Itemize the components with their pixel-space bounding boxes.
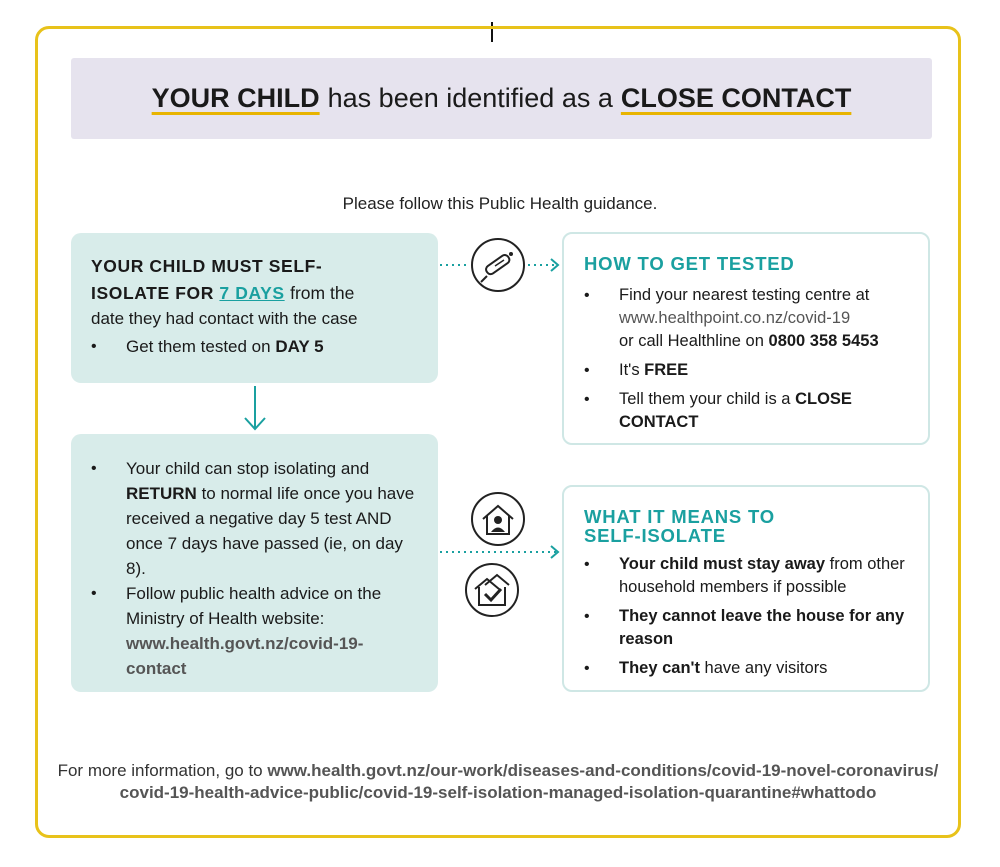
meaning-heading-line2: SELF-ISOLATE [584, 525, 726, 546]
testing-centre-text: Find your nearest testing centre at [619, 286, 870, 304]
title-your-child: YOUR CHILD [151, 83, 320, 113]
house-person-icon [471, 492, 525, 546]
title-close-contact: CLOSE CONTACT [620, 83, 852, 113]
meaning-heading-line1: WHAT IT MEANS TO [584, 506, 775, 527]
stay-away-bold: Your child must stay away [619, 555, 826, 573]
healthpoint-link[interactable]: www.healthpoint.co.nz/covid-19 [619, 309, 851, 327]
return-text-b: to normal life once you have received a negative day 5 test AND once 7 days have passed (ie, on day 8). [126, 484, 415, 578]
guidance-text: Please follow this Public Health guidance. [342, 194, 658, 213]
no-visitors-bold: They can't [619, 659, 700, 677]
no-visitors-rest: have any visitors [704, 659, 828, 677]
return-bold: RETURN [126, 484, 197, 503]
heading-suffix: from the [290, 283, 355, 303]
test-swab-icon [471, 238, 525, 292]
testing-heading: HOW TO GET TESTED [584, 253, 795, 274]
title-middle: has been identified as a [327, 83, 613, 113]
close-contact-bold: CLOSE CONTACT [619, 390, 852, 431]
heading-line1: YOUR CHILD MUST SELF- [91, 256, 323, 276]
healthline-text: or call Healthline on [619, 332, 764, 350]
day-five: DAY 5 [275, 337, 324, 356]
house-check-icon [465, 563, 519, 617]
cannot-leave-bold: They cannot leave the house for any reason [619, 607, 905, 648]
footer-prefix: For more information, go to [57, 761, 263, 780]
tested-on-text: Get them tested on [126, 337, 271, 356]
heading-line2: ISOLATE FOR [91, 283, 214, 303]
free-prefix: It's [619, 361, 640, 379]
healthline-phone: 0800 358 5453 [768, 332, 879, 350]
moh-text: Follow public health advice on the Ministry of Health website: [126, 584, 382, 628]
contact-date-line: date they had contact with the case [91, 309, 358, 328]
footer-info [40, 760, 956, 803]
seven-days: 7 DAYS [219, 283, 285, 303]
free-bold: FREE [644, 361, 689, 379]
return-text-a: Your child can stop isolating and [126, 459, 370, 478]
stay-away-rest: from other household members if possible [619, 555, 905, 596]
moh-link[interactable]: www.health.govt.nz/covid-19-contact [126, 634, 364, 678]
footer-link[interactable]: www.health.govt.nz/our-work/diseases-and-conditions/covid-19-novel-coronavirus/covid-19-health-advice-public/covid-19-self-isolation-managed-isolation-quarantine#whattodo [119, 761, 939, 802]
tell-them-text: Tell them your child is a [619, 390, 791, 408]
